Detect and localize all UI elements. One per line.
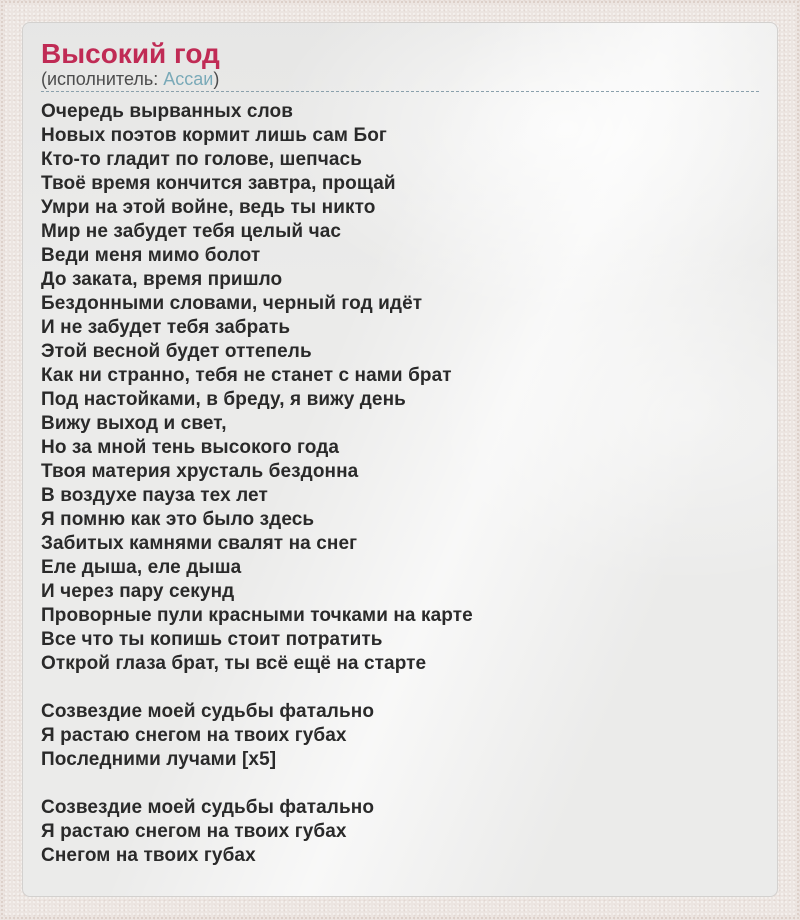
lyric-line bbox=[41, 676, 759, 700]
performer-line bbox=[41, 69, 759, 89]
lyric-line: Я растаю снегом на твоих губах bbox=[41, 725, 347, 746]
lyric-line: Новых поэтов кормит лишь сам Бог bbox=[41, 125, 387, 146]
lyric-line: Мир не забудет тебя целый час bbox=[41, 221, 342, 242]
lyric-line: В воздухе пауза тех лет bbox=[41, 485, 268, 506]
lyric-line bbox=[41, 772, 759, 796]
lyric-line: Умри на этой войне, ведь ты никто bbox=[41, 197, 376, 218]
lyric-line: Забитых камнями свалят на снег bbox=[41, 533, 358, 554]
lyric-line: До заката, время пришло bbox=[41, 269, 283, 290]
lyric-line: Открой глаза брат, ты всё ещё на старте bbox=[41, 653, 427, 674]
lyrics-card bbox=[22, 22, 778, 897]
lyric-line: Созвездие моей судьбы фатально bbox=[41, 797, 375, 818]
lyric-line: Все что ты копишь стоит потратить bbox=[41, 629, 383, 650]
song-title: Высокий год bbox=[41, 38, 220, 69]
lyric-line: Твоя материя хрусталь бездонна bbox=[41, 461, 359, 482]
lyric-line: Еле дыша, еле дыша bbox=[41, 557, 242, 578]
artist-link[interactable]: Ассаи bbox=[163, 69, 214, 89]
lyric-line: Этой весной будет оттепель bbox=[41, 341, 312, 362]
performer-suffix: ) bbox=[213, 69, 220, 89]
lyric-line: Веди меня мимо болот bbox=[41, 245, 261, 266]
lyric-line: И через пару секунд bbox=[41, 581, 235, 602]
lyric-line: Очередь вырванных слов bbox=[41, 101, 293, 122]
lyric-line: Бездонными словами, черный год идёт bbox=[41, 293, 423, 314]
lyric-line: Как ни странно, тебя не станет с нами брат bbox=[41, 365, 452, 386]
lyric-line: Кто-то гладит по голове, шепчась bbox=[41, 149, 362, 170]
lyrics-text bbox=[41, 100, 759, 868]
performer-prefix: (исполнитель: bbox=[41, 69, 164, 89]
lyric-line: Твоё время кончится завтра, прощай bbox=[41, 173, 396, 194]
dashed-separator bbox=[41, 91, 759, 92]
lyric-line: Я растаю снегом на твоих губах bbox=[41, 821, 347, 842]
lyric-line: Созвездие моей судьбы фатально bbox=[41, 701, 375, 722]
lyric-line: Проворные пули красными точками на карте bbox=[41, 605, 473, 626]
lyric-line: Но за мной тень высокого года bbox=[41, 437, 340, 458]
lyric-line: Последними лучами [х5] bbox=[41, 749, 277, 770]
lyric-line: Под настойками, в бреду, я вижу день bbox=[41, 389, 406, 410]
lyric-line: Я помню как это было здесь bbox=[41, 509, 315, 530]
lyric-line: И не забудет тебя забрать bbox=[41, 317, 291, 338]
lyric-line: Снегом на твоих губах bbox=[41, 845, 256, 866]
lyric-line: Вижу выход и свет, bbox=[41, 413, 227, 434]
